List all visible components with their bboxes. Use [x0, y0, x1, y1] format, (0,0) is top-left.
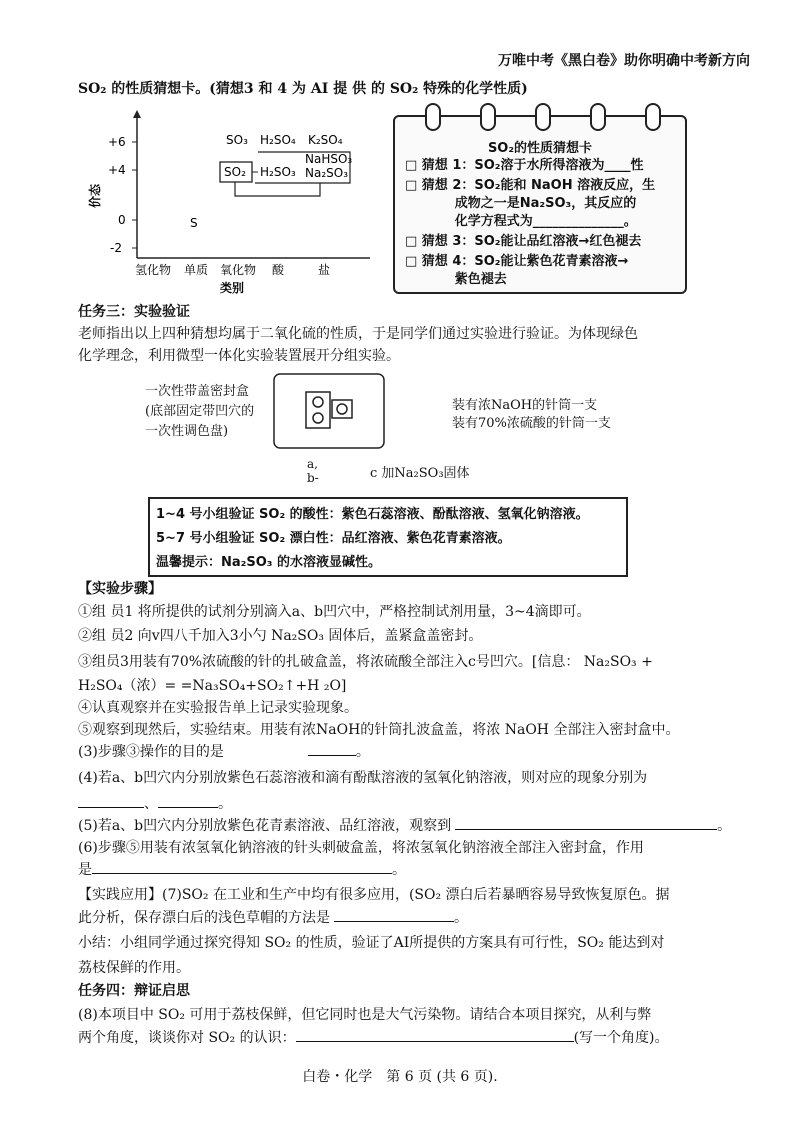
question-8: (8)本项目中 SO₂ 可用于荔枝保鲜，但它同时也是大气污染物。请结合本项目探究，从利与弊: [78, 1007, 652, 1023]
well-b: b-: [307, 471, 319, 485]
card-guess-4-cont: 紫色褪去: [405, 272, 507, 287]
card-guess-2-eq: 化学方程式为______________。: [405, 214, 637, 229]
question-7-period: 。: [454, 910, 468, 926]
box-label-2: (底部固定带凹穴的: [145, 404, 255, 419]
task4-title: 任务四：辩证启思: [78, 983, 190, 999]
answer-blank-6[interactable]: [92, 859, 392, 874]
page-header: 万唯中考《黑白卷》助你明确中考新方向: [498, 53, 750, 69]
answer-blank-3[interactable]: [308, 741, 356, 756]
card-guess-2: □ 猜想 2：SO₂能和 NaOH 溶液反应，生: [405, 178, 656, 193]
question-4: (4)若a、b凹穴内分别放紫色石蕊溶液和滴有酚酞溶液的氢氧化钠溶液，则对应的现象分别为: [78, 770, 648, 786]
answer-blank-5[interactable]: [455, 815, 717, 830]
step-3-equation: H₂SO₄（浓）= =Na₃SO₄+SO₂↑+H ₂O]: [78, 678, 347, 694]
task3-title: 任务三：实验验证: [78, 304, 190, 320]
card-guess-2-cont: 成物之一是Na₂SO₃，其反应的: [405, 196, 637, 211]
xtick-hydride: 氢化物: [135, 263, 172, 277]
summary-line-1: 小结：小组同学通过探究得知 SO₂ 的性质，验证了AI所提供的方案具有可行性，SO₂ 能达到对: [78, 935, 665, 951]
answer-blank-4a[interactable]: [78, 793, 144, 808]
tip-line-3: 温馨提示：Na₂SO₃ 的水溶液显碱性。: [156, 555, 381, 570]
question-3: [78, 741, 740, 763]
question-6: (6)步骤⑤用装有浓氢氧化钠溶液的针头刺破盒盖，将浓氢氧化钠溶液全部注入密封盒，作用: [78, 840, 644, 856]
question-8-text: 两个角度，谈谈你对 SO₂ 的认识：: [78, 1030, 296, 1046]
label-k2so4: K₂SO₄: [308, 133, 343, 147]
question-3-text: (3)步骤③操作的目的是: [78, 744, 224, 760]
question-3-period: 。: [355, 744, 370, 760]
step-2: ②组 员2 向v四八千加入3小勺 Na₂SO₃ 固体后，盖紧盒盖密封。: [78, 628, 483, 644]
question-8-note: (写一个角度)。: [573, 1030, 669, 1046]
task3-para-2: 化学理念，利用微型一体化实验装置展开分组实验。: [78, 348, 400, 364]
step-5: ⑤观察到现然后，实验结束。用装有浓NaOH的针筒扎波盒盖，将浓 NaOH 全部注入密封盒中。: [78, 722, 680, 738]
xtick-salt: 盐: [318, 263, 331, 277]
question-6-cont: [78, 859, 740, 881]
step-1: ①组 员1 将所提供的试剂分别滴入a、b凹穴中，严格控制试剂用量，3~4滴即可。: [78, 604, 591, 620]
question-4-answers: [78, 793, 740, 815]
step-3: ③组员3用装有70%浓硫酸的针的扎破盒盖，将浓硫酸全部注入c号凹穴。[信息： Na₂SO₃ +: [78, 654, 653, 670]
label-h2so3: H₂SO₃: [260, 165, 296, 179]
xtick-oxide: 氧化物: [220, 263, 257, 277]
question-6-is: 是: [78, 862, 92, 878]
group-tip-box: [148, 497, 628, 577]
card-guess-1: □ 猜想 1：SO₂溶于水所得溶液为____性: [405, 158, 644, 173]
question-4-separator: 、: [144, 796, 158, 812]
sealed-box-diagram: [272, 372, 387, 452]
page-footer: 白卷・化学 第 6 页 (共 6 页).: [302, 1069, 498, 1085]
y-axis-label: 价态: [88, 183, 102, 208]
xtick-acid: 酸: [272, 263, 285, 277]
well-a: a,: [307, 457, 318, 471]
question-6-period: 。: [392, 862, 406, 878]
question-5-text: (5)若a、b凹穴内分别放紫色花青素溶液、品红溶液，观察到: [78, 818, 452, 834]
tip-line-2: 5~7 号小组验证 SO₂ 漂白性：品红溶液、紫色花青素溶液。: [156, 531, 511, 546]
question-5: [78, 815, 740, 837]
syringe-h2so4: 装有70%浓硫酸的针筒一支: [452, 416, 611, 431]
well-c-label: c 加Na₂SO₃固体: [370, 466, 470, 481]
ytick-0: 0: [118, 213, 126, 227]
card-guess-4: □ 猜想 4：SO₂能让紫色花青素溶液→: [405, 254, 629, 269]
box-description: [145, 382, 254, 442]
label-nahso3: NaHSO₃: [305, 152, 353, 166]
box-label-1: 一次性带盖密封盒: [145, 384, 250, 399]
question-5-period: 。: [717, 818, 732, 834]
box-label-3: 一次性调色盘): [145, 424, 229, 439]
card-title: SO₂的性质猜想卡: [487, 141, 593, 156]
label-so2: SO₂: [224, 165, 246, 179]
ytick-p4: +4: [108, 163, 126, 177]
answer-blank-8[interactable]: [296, 1027, 574, 1042]
label-na2so3: Na₂SO₃: [305, 166, 349, 180]
answer-blank-4b[interactable]: [158, 793, 218, 808]
summary-line-2: 荔枝保鲜的作用。: [78, 960, 190, 976]
label-so3: SO₃: [226, 133, 248, 147]
guess-card: [393, 115, 687, 294]
intro-text: SO₂ 的性质猜想卡。(猜想3 和 4 为 AI 提 供 的 SO₂ 特殊的化学性质): [78, 81, 528, 97]
question-7-text: 此分析，保存漂白后的浅色草帽的方法是: [78, 910, 330, 926]
label-s: S: [190, 216, 198, 230]
xtick-element: 单质: [184, 263, 209, 277]
card-guess-3: □ 猜想 3：SO₂能让品红溶液→红色褪去: [405, 234, 642, 249]
answer-blank-7[interactable]: [334, 907, 454, 922]
steps-title: 【实验步骤】: [78, 581, 162, 597]
valence-chart: [80, 108, 380, 298]
task3-para-1: 老师指出以上四种猜想均属于二氧化硫的性质，于是同学们通过实验进行验证。为体现绿色: [78, 326, 638, 342]
question-8-cont: [78, 1027, 740, 1049]
syringe-list: [452, 397, 611, 433]
ytick-p6: +6: [108, 135, 126, 149]
syringe-naoh: 装有浓NaOH的针筒一支: [452, 398, 598, 413]
question-4-period: 。: [218, 796, 232, 812]
label-h2so4: H₂SO₄: [260, 133, 296, 147]
question-7: 【实践应用】(7)SO₂ 在工业和生产中均有很多应用，(SO₂ 漂白后若暴晒容易导致恢复原色。据: [78, 887, 670, 903]
ytick-m2: -2: [110, 241, 122, 255]
x-axis-label: 类别: [220, 281, 245, 295]
well-ab-label: [307, 457, 319, 485]
tip-line-1: 1~4 号小组验证 SO₂ 的酸性：紫色石蕊溶液、酚酞溶液、氢氧化钠溶液。: [156, 507, 589, 522]
step-4: ④认真观察并在实验报告单上记录实验现象。: [78, 700, 358, 716]
question-7-cont: [78, 907, 740, 929]
